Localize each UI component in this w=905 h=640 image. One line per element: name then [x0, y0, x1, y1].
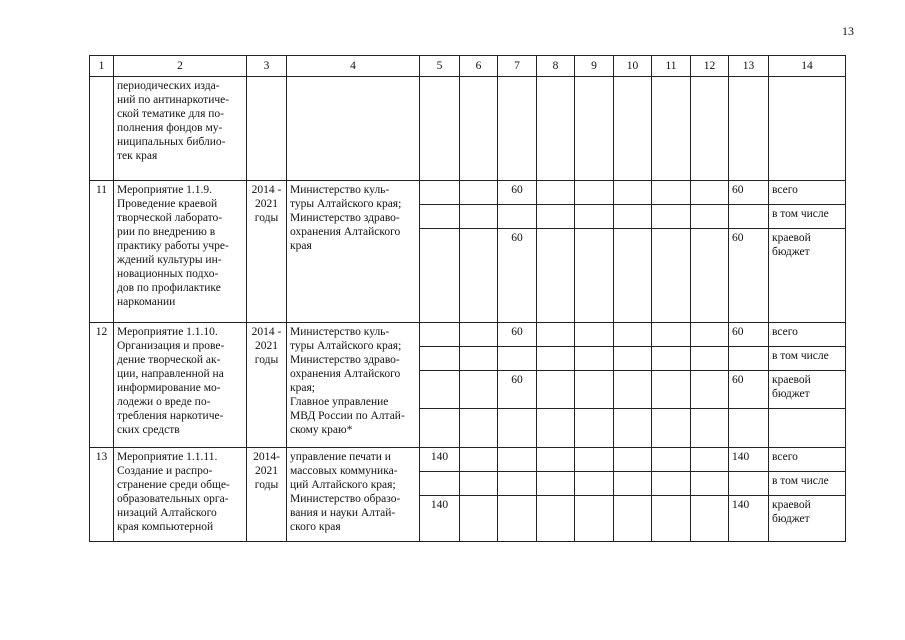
activity-executor: Министерство куль- туры Алтайского края; Министерство здраво- охранения Алтайского края: [287, 181, 420, 323]
cost-total: 60: [729, 371, 769, 409]
cost-total: 60: [729, 229, 769, 323]
column-number-row: [90, 56, 846, 77]
funding-source: в том числе: [769, 472, 846, 496]
cost-value: 60: [498, 323, 537, 347]
activity-period: 2014- 2021 годы: [247, 448, 287, 542]
cost-total: 140: [729, 496, 769, 542]
column-header: 13: [729, 56, 769, 77]
column-header: 11: [652, 56, 691, 77]
column-header: 6: [460, 56, 498, 77]
activity-description: Мероприятие 1.1.10. Организация и прове- дение творческой ак- ции, направленной на информирование мо- лодежи о вреде по- требления наркотиче- ских средств: [114, 323, 247, 448]
funding-source: в том числе: [769, 347, 846, 371]
cost-total: 60: [729, 181, 769, 205]
column-header: 7: [498, 56, 537, 77]
row-number: 11: [90, 181, 114, 323]
row-number: 13: [90, 448, 114, 542]
column-header: 3: [247, 56, 287, 77]
activity-period: 2014 - 2021 годы: [247, 323, 287, 448]
activity-period: 2014 - 2021 годы: [247, 181, 287, 323]
column-header: 4: [287, 56, 420, 77]
cost-total: 140: [729, 448, 769, 472]
page-number: 13: [842, 24, 854, 38]
funding-source: в том числе: [769, 205, 846, 229]
funding-source: всего: [769, 323, 846, 347]
funding-source: краевой бюджет: [769, 229, 846, 323]
column-header: 10: [614, 56, 652, 77]
column-header: 5: [420, 56, 460, 77]
cost-value: 140: [420, 496, 460, 542]
table-row: [90, 181, 846, 205]
funding-source: краевой бюджет: [769, 371, 846, 409]
activity-description: периодических изда- ний по антинаркотиче- ской тематике для по- полнения фондов му- ниципальных библио- тек края: [114, 77, 247, 181]
activities-table: [89, 55, 846, 542]
funding-source: всего: [769, 181, 846, 205]
column-header: 8: [537, 56, 575, 77]
column-header: 1: [90, 56, 114, 77]
cost-total: 60: [729, 323, 769, 347]
row-number: 12: [90, 323, 114, 448]
table-row: [90, 323, 846, 347]
activity-executor: управление печати и массовых коммуника- ций Алтайского края; Министерство образо- вания и науки Алтай- ского края: [287, 448, 420, 542]
cost-value: 60: [498, 181, 537, 205]
table-row: [90, 77, 846, 181]
cost-value: 140: [420, 448, 460, 472]
column-header: 14: [769, 56, 846, 77]
column-header: 9: [575, 56, 614, 77]
funding-source: краевой бюджет: [769, 496, 846, 542]
column-header: 2: [114, 56, 247, 77]
activity-description: Мероприятие 1.1.9. Проведение краевой творческой лаборато- рии по внедрению в практику работы учре- ждений культуры ин- новационных подхо- дов по профилактике наркомании: [114, 181, 247, 323]
table-row: [90, 448, 846, 472]
activity-executor: Министерство куль- туры Алтайского края; Министерство здраво- охранения Алтайского края; Главное управление МВД России по Алтай- скому краю*: [287, 323, 420, 448]
funding-source: всего: [769, 448, 846, 472]
column-header: 12: [691, 56, 729, 77]
cost-value: 60: [498, 229, 537, 323]
activity-description: Мероприятие 1.1.11. Создание и распро- странение среди обще- образовательных орга- низаций Алтайского края компьютерной: [114, 448, 247, 542]
cost-value: 60: [498, 371, 537, 409]
